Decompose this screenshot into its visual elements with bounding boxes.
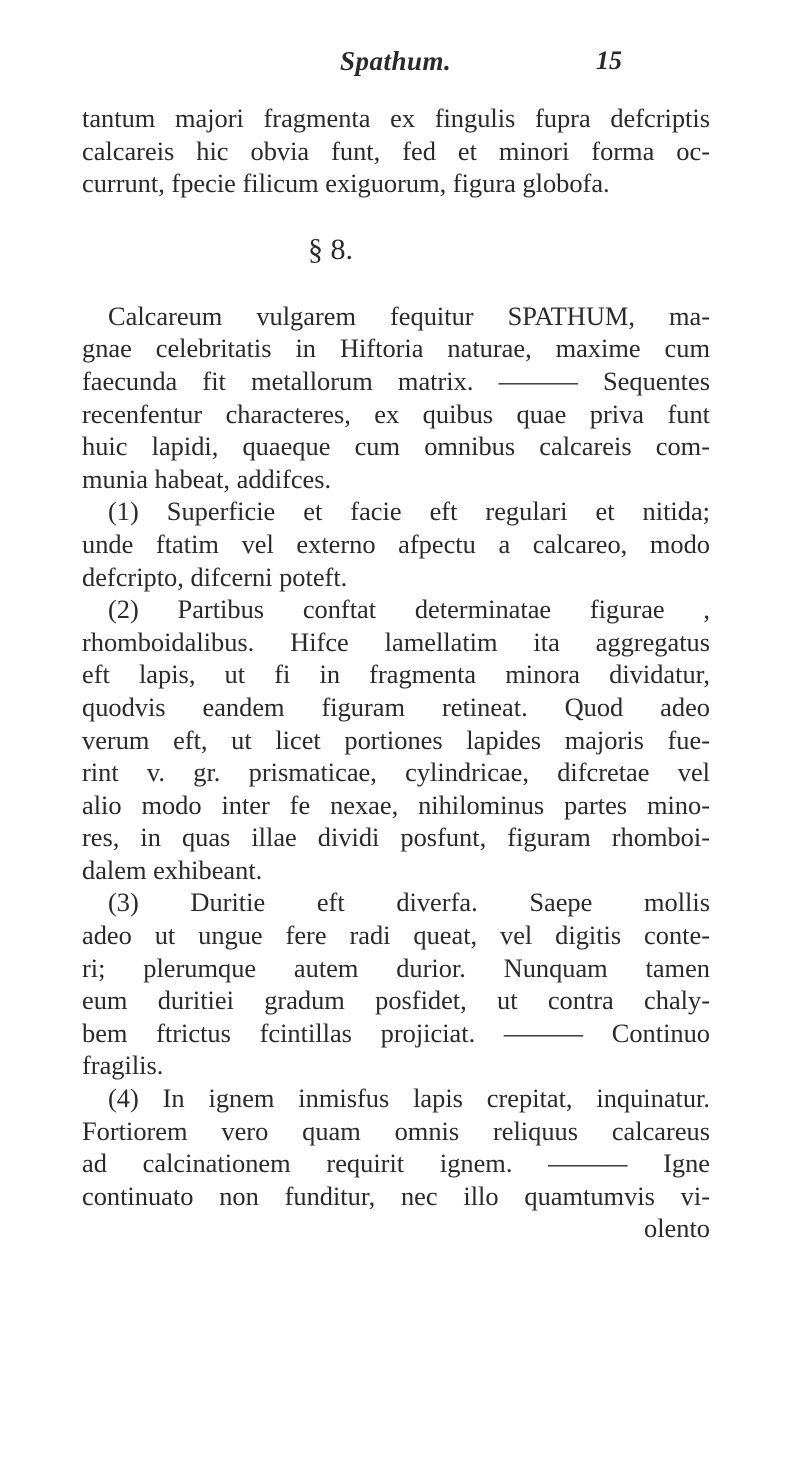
text-line: tantum majori fragmenta ex fingulis fupra defcriptis — [82, 103, 710, 133]
section-heading: § 8. — [308, 232, 353, 266]
text-line: alio modo inter fe nexae, nihilominus partes mino- — [82, 789, 710, 820]
paragraph-item-3 — [82, 886, 710, 1082]
text-line: rint v. gr. prismaticae, cylindricae, difcretae vel — [82, 757, 710, 788]
text-line: recenfentur characteres, ex quibus quae priva funt — [82, 398, 710, 429]
text-line: dalem exhibeant. — [82, 854, 263, 885]
text-line: (4) In ignem inmisfus lapis crepitat, inquinatur. — [108, 1083, 710, 1114]
text-line: currunt, fpecie filicum exiguorum, figura globofa. — [82, 168, 610, 199]
text-line: (3) Duritie eft diverfa. Saepe mollis — [108, 887, 710, 918]
text-line: continuato non funditur, nec illo quamtumvis vi- — [82, 1180, 710, 1211]
text-line: defcripto, difcerni poteft. — [82, 561, 348, 592]
text-line: bem ftrictus fcintillas projiciat. ——— Continuo — [82, 1017, 710, 1048]
text-line: gnae celebritatis in Hiftoria naturae, maxime cum — [82, 333, 710, 364]
page-header — [0, 40, 800, 80]
page-number: 15 — [596, 46, 622, 75]
text-line: huic lapidi, quaeque cum omnibus calcareis com- — [82, 431, 710, 462]
paragraph-item-2 — [82, 593, 710, 886]
paragraph-item-1 — [82, 495, 710, 593]
text-line: verum eft, ut licet portiones lapides majoris fue- — [82, 724, 710, 755]
text-line: munia habeat, addifces. — [82, 463, 332, 494]
text-line: quodvis eandem figuram retineat. Quod adeo — [82, 691, 710, 722]
text-line: calcareis hic obvia funt, fed et minori forma oc- — [82, 135, 710, 166]
text-line: rhomboidalibus. Hifce lamellatim ita aggregatus — [82, 626, 710, 657]
text-line: ri; plerumque autem durior. Nunquam tamen — [82, 952, 710, 983]
paragraph-spathum-intro — [82, 300, 710, 496]
paragraph-item-4 — [82, 1082, 710, 1245]
text-line: faecunda fit metallorum matrix. ——— Sequentes — [82, 365, 710, 396]
text-line: adeo ut ungue fere radi queat, vel digitis conte- — [82, 920, 710, 951]
text-line: unde ftatim vel externo afpectu a calcareo, modo — [82, 528, 710, 559]
text-line: Fortiorem vero quam omnis reliquus calcareus — [82, 1115, 710, 1146]
text-line: (2) Partibus conftat determinatae figurae , — [108, 594, 710, 625]
page-body — [82, 102, 710, 1245]
running-title: Spathum. — [340, 46, 452, 76]
text-line: eum duritiei gradum posfidet, ut contra chaly- — [82, 985, 710, 1016]
catchword: olento — [644, 1213, 710, 1244]
text-line: eft lapis, ut fi in fragmenta minora dividatur, — [82, 659, 710, 690]
text-line: Calcareum vulgarem fequitur SPATHUM, ma- — [108, 300, 710, 331]
paragraph-continued — [82, 102, 710, 200]
text-line: (1) Superficie et facie eft regulari et nitida; — [108, 496, 710, 527]
text-line: fragilis. — [82, 1050, 164, 1081]
text-line: res, in quas illae dividi posfunt, figuram rhomboi- — [82, 822, 710, 853]
text-line: ad calcinationem requirit ignem. ——— Igne — [82, 1148, 710, 1179]
